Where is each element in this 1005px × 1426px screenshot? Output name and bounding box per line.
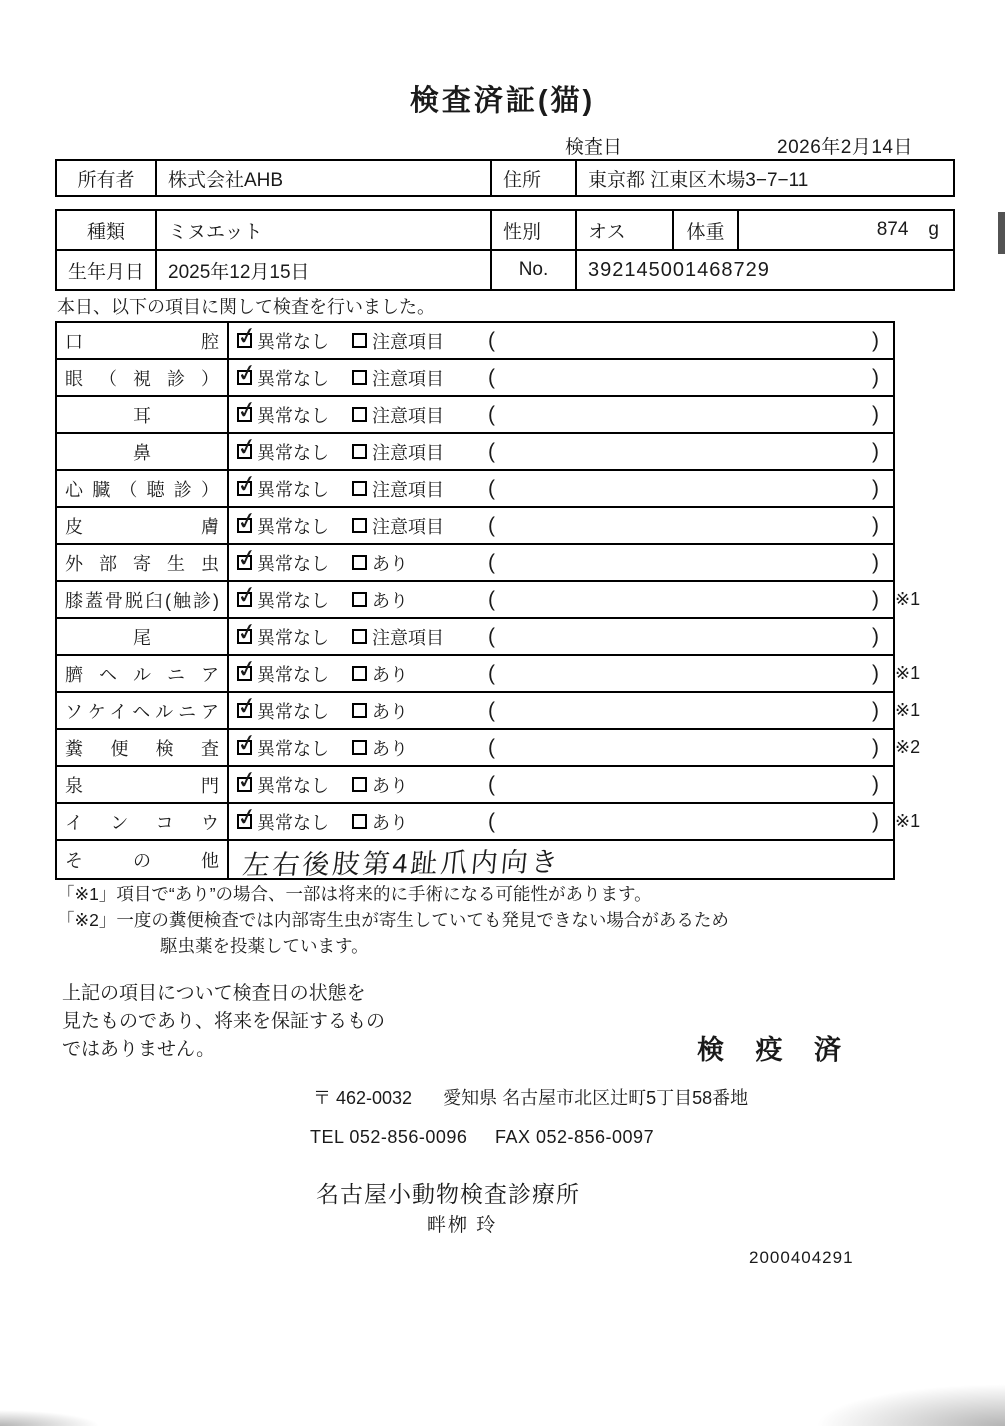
footnote-1: 「※1」項目で“あり”の場合、一部は将来的に手術になる可能性があります。 [57,884,652,904]
birthdate-value: 2025年12月15日 [157,251,492,289]
option-no-abnormality [229,772,352,798]
clinic-fax: FAX 052-856-0097 [494,1127,655,1147]
option-attention [352,328,480,354]
option-no-abnormality [229,809,352,835]
option-no-abnormality [229,365,352,391]
exam-item-label-cell [57,508,229,543]
paren-close: ) [872,550,879,574]
option-attention [352,735,480,761]
option-no-abnormality-label: 異常なし [257,331,329,352]
owner-table [55,159,955,197]
paren-open: ( [488,698,495,722]
paren-close: ) [872,772,879,796]
option-attention [352,365,480,391]
exam-item-label: 眼（視診） [65,368,219,389]
option-attention [352,661,480,687]
option-no-abnormality-label: 異常なし [257,553,329,574]
exam-item-label: 耳 [133,405,151,426]
option-no-abnormality-label: 異常なし [257,442,329,463]
scan-artifact-bottom-right [815,1384,1005,1426]
checkbox-attention[interactable] [352,703,367,718]
checkbox-attention[interactable] [352,740,367,755]
remarks-field [480,434,893,469]
option-no-abnormality [229,587,352,613]
intro-text: 本日、以下の項目に関して検査を行いました。 [57,297,435,317]
checkbox-attention[interactable] [352,333,367,348]
checkbox-no-abnormality[interactable] [237,555,252,570]
paren-open: ( [488,439,495,463]
exam-item-label-cell [57,693,229,728]
option-no-abnormality [229,328,352,354]
option-attention-label: あり [372,553,408,574]
exam-item-label: 心臓（聴診） [65,479,219,500]
exam-item-label-cell [57,471,229,506]
paren-open: ( [488,402,495,426]
option-attention-label: 注意項目 [372,479,444,500]
clinic-name: 名古屋小動物検査診療所 [316,1181,580,1207]
clinic-phone-line [310,1127,654,1148]
owner-label: 所有者 [57,161,157,195]
option-attention [352,772,480,798]
exam-item-label: 皮膚 [65,516,219,537]
birthdate-label: 生年月日 [57,251,157,289]
option-attention [352,476,480,502]
paren-close: ) [872,439,879,463]
paren-close: ) [872,476,879,500]
option-no-abnormality-label: 異常なし [257,590,329,611]
postal-code: 〒 462-0032 [313,1088,413,1108]
exam-item-label-cell [57,841,229,878]
remarks-field [480,656,893,691]
paren-close: ) [872,661,879,685]
number-value: 392145001468729 [588,258,770,281]
animal-info-table [55,209,955,291]
paren-open: ( [488,476,495,500]
remarks-field [480,693,893,728]
option-no-abnormality-label: 異常なし [257,479,329,500]
serial-number: 2000404291 [749,1248,854,1267]
address-label: 住所 [492,161,577,195]
paren-close: ) [872,624,879,648]
exam-row-other [57,839,893,881]
paren-open: ( [488,513,495,537]
checkbox-no-abnormality[interactable] [237,333,252,348]
footnote-2: 「※2」一度の糞便検査では内部寄生虫が寄生していても発見できない場合があるため [57,910,729,930]
option-attention [352,513,480,539]
paren-close: ) [872,513,879,537]
checkbox-no-abnormality[interactable] [237,481,252,496]
option-attention-label: あり [372,701,408,722]
number-label: No. [492,251,577,289]
paren-close: ) [872,328,879,352]
option-no-abnormality [229,661,352,687]
option-no-abnormality [229,402,352,428]
reference-mark [895,508,937,543]
exam-item-label-cell [57,545,229,580]
address-value: 東京都 江東区木場3−7−11 [588,169,809,191]
paren-open: ( [488,772,495,796]
exam-row [57,469,893,506]
checkbox-attention[interactable] [352,370,367,385]
exam-item-label-cell [57,434,229,469]
exam-row [57,543,893,580]
option-attention [352,550,480,576]
option-attention [352,698,480,724]
checkbox-no-abnormality[interactable] [237,703,252,718]
paren-close: ) [872,587,879,611]
veterinarian-name: 畔栁 玲 [427,1215,498,1236]
remarks-field [480,804,893,839]
scan-artifact-bottom-left [0,1410,100,1426]
remarks-field [480,323,893,358]
exam-item-label-cell [57,619,229,654]
checkbox-attention[interactable] [352,481,367,496]
exam-row [57,323,893,358]
option-attention-label: 注意項目 [372,331,444,352]
reference-mark [895,767,937,802]
inspection-date-value: 2026年2月14日 [777,137,913,158]
option-no-abnormality [229,476,352,502]
checkbox-attention[interactable] [352,518,367,533]
exam-item-label-cell [57,323,229,358]
option-no-abnormality-label: 異常なし [257,775,329,796]
checkbox-no-abnormality[interactable] [237,629,252,644]
option-no-abnormality-label: 異常なし [257,701,329,722]
exam-row [57,432,893,469]
reference-mark: ※1 [895,700,921,720]
exam-item-label-cell [57,582,229,617]
paren-close: ) [872,809,879,833]
option-attention [352,402,480,428]
checkbox-no-abnormality[interactable] [237,777,252,792]
exam-item-label: インコウ [65,812,219,833]
checkbox-attention[interactable] [352,629,367,644]
option-attention [352,624,480,650]
paren-close: ) [872,698,879,722]
paren-open: ( [488,550,495,574]
info-row-birth [57,251,953,289]
exam-row [57,395,893,432]
paren-open: ( [488,735,495,759]
exam-row [57,358,893,395]
exam-item-label-cell [57,767,229,802]
checkbox-no-abnormality[interactable] [237,814,252,829]
exam-row [57,654,921,691]
reference-mark: ※1 [895,589,921,609]
exam-row [57,765,893,802]
option-attention-label: あり [372,590,408,611]
option-no-abnormality-label: 異常なし [257,516,329,537]
document-title: 検査済証(猫) [409,85,596,117]
checkbox-attention[interactable] [352,777,367,792]
option-no-abnormality-label: 異常なし [257,627,329,648]
option-attention [352,439,480,465]
checkbox-attention[interactable] [352,666,367,681]
option-attention-label: あり [372,812,408,833]
option-no-abnormality [229,624,352,650]
remarks-field [480,582,893,617]
option-attention-label: 注意項目 [372,368,444,389]
scan-artifact-right-edge [998,212,1005,254]
paren-close: ) [872,365,879,389]
exam-row [57,506,893,543]
exam-item-label: 尾 [133,627,151,648]
exam-item-label: その他 [65,850,219,871]
paren-open: ( [488,587,495,611]
clinic-tel: TEL 052-856-0096 [310,1127,468,1147]
breed-value: ミヌエット [157,211,492,249]
option-no-abnormality-label: 異常なし [257,738,329,759]
exam-row [57,802,921,839]
checkbox-attention[interactable] [352,592,367,607]
exam-item-label: 鼻 [133,442,151,463]
option-attention [352,587,480,613]
paren-open: ( [488,661,495,685]
checkbox-no-abnormality[interactable] [237,407,252,422]
paren-open: ( [488,624,495,648]
paren-close: ) [872,735,879,759]
option-attention-label: 注意項目 [372,516,444,537]
checkbox-no-abnormality[interactable] [237,518,252,533]
checkbox-no-abnormality[interactable] [237,666,252,681]
remarks-field [480,471,893,506]
checkbox-attention[interactable] [352,444,367,459]
exam-item-label-cell [57,656,229,691]
exam-item-label: 膝蓋骨脱臼(触診) [65,590,219,611]
option-no-abnormality-label: 異常なし [257,664,329,685]
option-attention-label: あり [372,738,408,759]
checkbox-no-abnormality[interactable] [237,370,252,385]
exam-item-label: ソケイヘルニア [65,701,219,722]
option-no-abnormality [229,735,352,761]
checkbox-no-abnormality[interactable] [237,592,252,607]
option-no-abnormality-label: 異常なし [257,812,329,833]
remarks-field [480,619,893,654]
remarks-field [480,545,893,580]
exam-row [57,691,921,728]
reference-mark [895,545,937,580]
clinic-address: 愛知県 名古屋市北区辻町5丁目58番地 [443,1088,749,1108]
reference-mark [895,323,937,358]
weight-value: 874 [876,219,909,240]
reference-mark [895,360,937,395]
paren-open: ( [488,809,495,833]
exam-rows [57,323,921,839]
reference-mark: ※1 [895,811,921,831]
clinic-address-line [313,1084,748,1110]
disclaimer [62,980,385,1064]
option-no-abnormality [229,513,352,539]
disclaimer-line-2: 見たものであり、将来を保証するもの [62,1011,386,1032]
exam-item-label-cell [57,804,229,839]
reference-mark: ※1 [895,663,921,683]
remarks-field [480,767,893,802]
option-attention-label: あり [372,664,408,685]
exam-item-label-cell [57,360,229,395]
checkbox-attention[interactable] [352,814,367,829]
exam-item-label: 臍ヘルニア [65,664,219,685]
disclaimer-line-3: ではありません。 [62,1039,216,1060]
checkbox-no-abnormality[interactable] [237,740,252,755]
exam-item-label-cell [57,397,229,432]
option-no-abnormality [229,698,352,724]
quarantine-passed-stamp: 検 疫 済 [697,1035,854,1065]
exam-table [55,321,921,881]
owner-value: 株式会社AHB [157,161,492,195]
exam-row [57,580,921,617]
exam-row [57,617,893,654]
remarks-field [480,397,893,432]
weight-label: 体重 [674,211,739,249]
option-attention-label: 注意項目 [372,405,444,426]
footnote-2-continued: 駆虫薬を投薬しています。 [160,936,369,956]
sex-label: 性別 [492,211,577,249]
checkbox-no-abnormality[interactable] [237,444,252,459]
option-attention-label: 注意項目 [372,627,444,648]
option-no-abnormality-label: 異常なし [257,405,329,426]
checkbox-attention[interactable] [352,407,367,422]
disclaimer-line-1: 上記の項目について検査日の状態を [62,983,366,1004]
reference-mark [895,434,937,469]
remarks-field [480,508,893,543]
paren-close: ) [872,402,879,426]
reference-mark [895,619,937,654]
exam-item-label-cell [57,730,229,765]
weight-value-cell [739,211,953,249]
handwritten-note: 左右後肢第4趾爪内向き [241,847,563,881]
reference-mark [895,471,937,506]
footnotes [57,881,729,959]
info-row-breed [57,211,953,251]
paren-open: ( [488,365,495,389]
exam-item-label: 泉門 [65,775,219,796]
sex-value: オス [577,211,674,249]
option-no-abnormality [229,439,352,465]
breed-label: 種類 [57,211,157,249]
exam-item-label: 外部寄生虫 [65,553,219,574]
exam-item-label: 糞便検査 [65,738,219,759]
reference-mark: ※2 [895,737,921,757]
option-no-abnormality [229,550,352,576]
exam-row [57,728,921,765]
option-no-abnormality-label: 異常なし [257,368,329,389]
weight-unit: g [928,219,939,240]
option-attention-label: 注意項目 [372,442,444,463]
exam-item-label: 口腔 [65,331,219,352]
checkbox-attention[interactable] [352,555,367,570]
paren-open: ( [488,328,495,352]
option-attention-label: あり [372,775,408,796]
inspection-date-label: 検査日 [565,137,623,158]
option-attention [352,809,480,835]
remarks-field [480,730,893,765]
reference-mark [895,397,937,432]
remarks-field [480,360,893,395]
